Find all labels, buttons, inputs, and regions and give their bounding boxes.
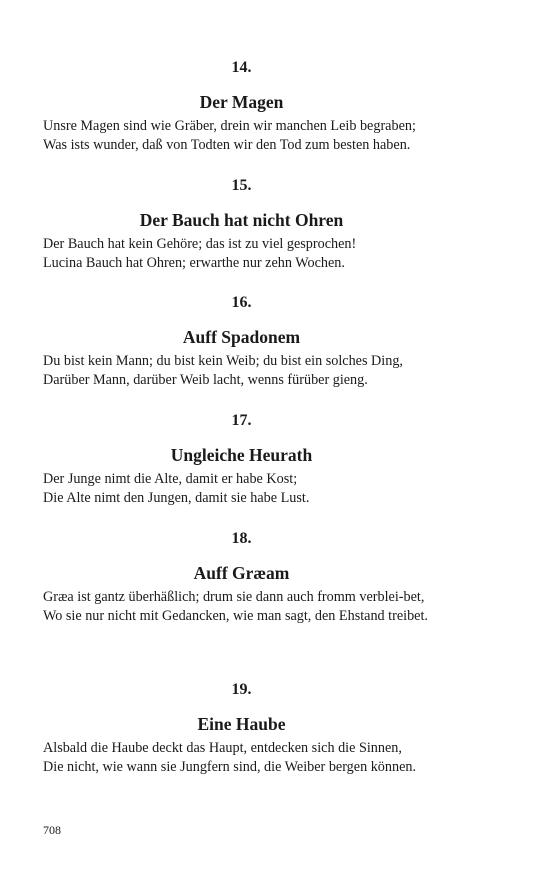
book-page bbox=[43, 0, 440, 880]
poem-verses bbox=[43, 235, 440, 273]
poem-title: Eine Haube bbox=[197, 714, 286, 734]
poem-number: 18. bbox=[231, 530, 252, 547]
verse-line: Græa ist gantz überhäßlich; drum sie dann auch fromm verblei-bet, bbox=[43, 589, 425, 605]
verse-line: Die nicht, wie wann sie Jungfern sind, die Weiber bergen können. bbox=[43, 759, 417, 775]
poem-verses bbox=[43, 588, 440, 626]
poem-title: Der Magen bbox=[199, 92, 284, 112]
verse-line: Alsbald die Haube deckt das Haupt, entdecken sich die Sinnen, bbox=[43, 740, 402, 756]
poem-number: 17. bbox=[231, 412, 252, 429]
poem-title: Auff Spadonem bbox=[182, 327, 301, 347]
poem-14 bbox=[43, 58, 440, 155]
poem-17 bbox=[43, 411, 440, 508]
poem-18 bbox=[43, 529, 440, 626]
poem-verses bbox=[43, 117, 440, 155]
poem-title: Der Bauch hat nicht Ohren bbox=[139, 210, 344, 230]
poem-number: 15. bbox=[231, 177, 252, 194]
poem-title: Auff Græam bbox=[193, 563, 290, 583]
verse-line: Darüber Mann, darüber Weib lacht, wenns fürüber gieng. bbox=[43, 372, 368, 388]
verse-line: Unsre Magen sind wie Gräber, drein wir manchen Leib begraben; bbox=[43, 118, 416, 134]
verse-line: Die Alte nimt den Jungen, damit sie habe Lust. bbox=[43, 490, 310, 506]
poem-title: Ungleiche Heurath bbox=[170, 445, 313, 465]
poem-number: 14. bbox=[231, 59, 252, 76]
poem-number: 16. bbox=[231, 294, 252, 311]
poem-number: 19. bbox=[231, 681, 252, 698]
verse-line: Wo sie nur nicht mit Gedancken, wie man sagt, den Ehstand treibet. bbox=[43, 608, 428, 624]
verse-line: Der Junge nimt die Alte, damit er habe Kost; bbox=[43, 471, 298, 487]
poem-19 bbox=[43, 680, 440, 777]
poem-16 bbox=[43, 293, 440, 390]
verse-line: Was ists wunder, daß von Todten wir den Tod zum besten haben. bbox=[43, 137, 411, 153]
poem-verses bbox=[43, 352, 440, 390]
poem-verses bbox=[43, 470, 440, 508]
verse-line: Du bist kein Mann; du bist kein Weib; du bist ein solches Ding, bbox=[43, 353, 403, 369]
poem-15 bbox=[43, 176, 440, 273]
page-number: 708 bbox=[43, 823, 61, 837]
verse-line: Der Bauch hat kein Gehöre; das ist zu viel gesprochen! bbox=[43, 236, 357, 252]
verse-line: Lucina Bauch hat Ohren; erwarthe nur zehn Wochen. bbox=[43, 255, 345, 271]
poem-verses bbox=[43, 739, 440, 777]
